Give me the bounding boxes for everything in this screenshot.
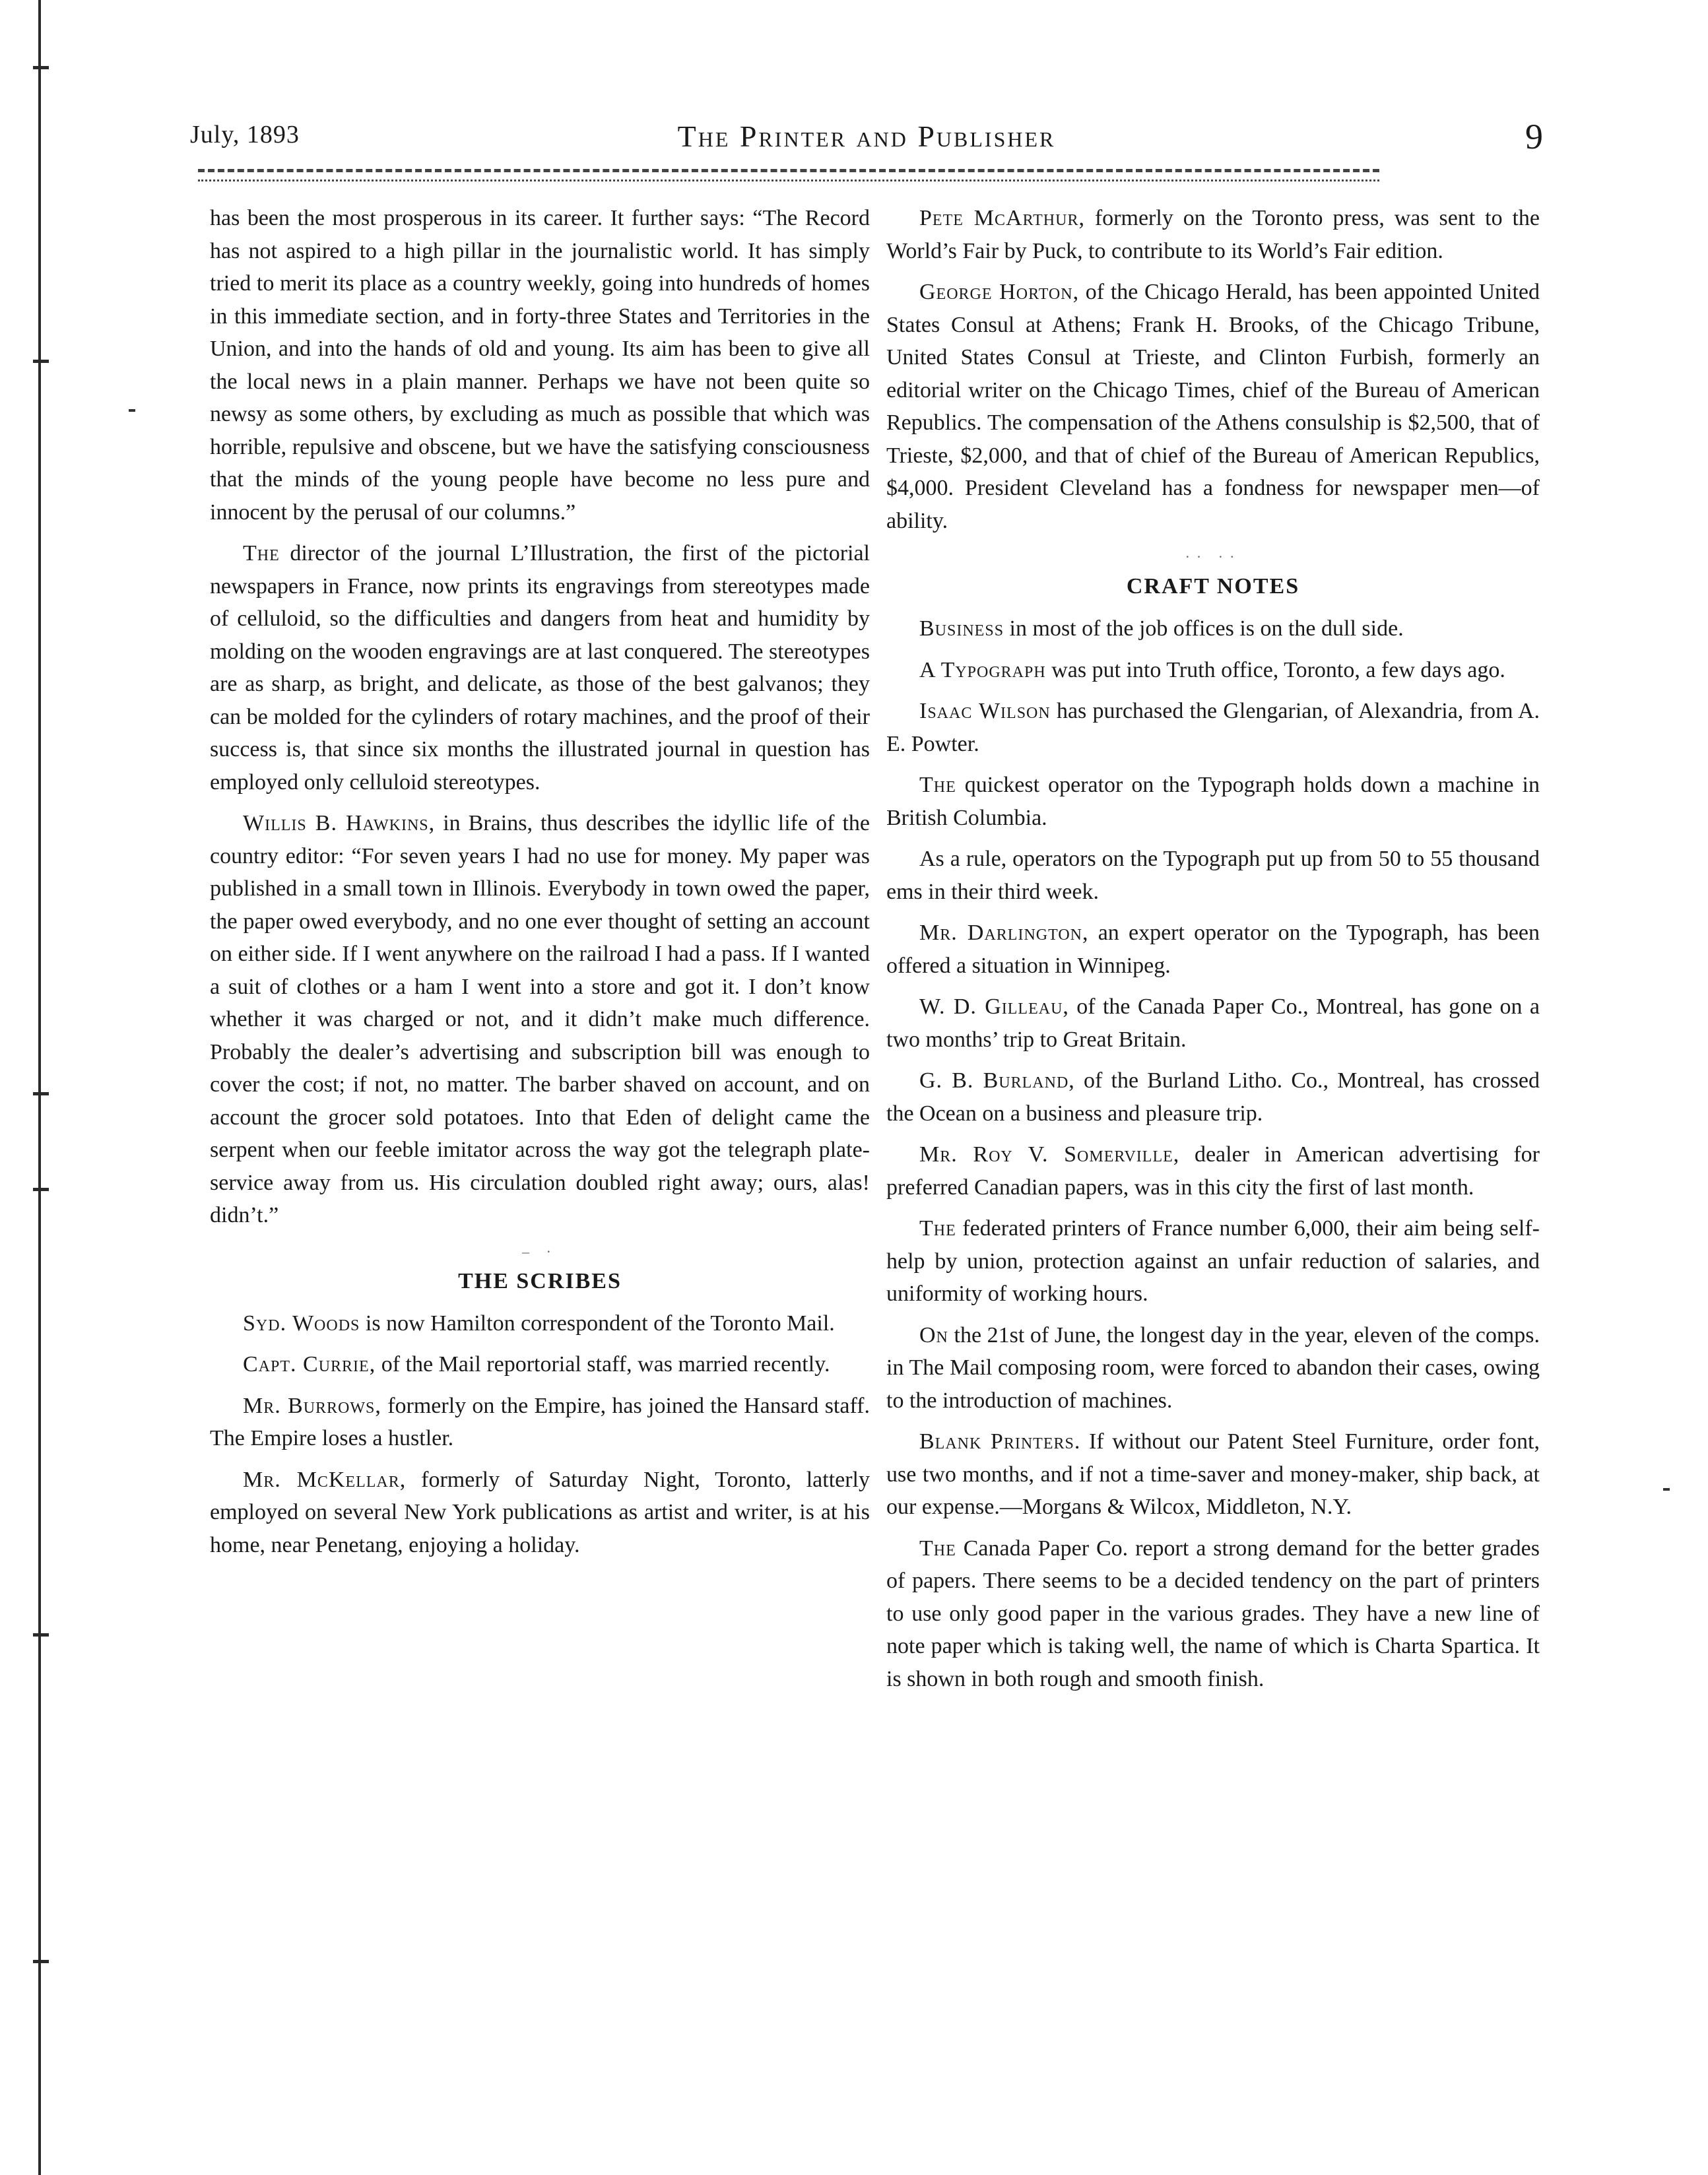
paragraph xyxy=(886,1425,1540,1524)
header-rule xyxy=(198,179,1379,181)
paragraph-lead: The xyxy=(919,1536,956,1561)
paragraph-text: of the Mail reportorial staff, was married recently. xyxy=(381,1352,830,1377)
paragraph-text: director of the journal L’Illustration, the first of the pictorial newspapers in France, now prints its engravings from stereotypes made of celluloid, so the difficulties and dangers from heat and humidity by molding on the wooden engravings are at last conquered. The stereotypes are as sharp, as bright, and delicate, as those of the best galvanos; they can be molded for the cylinders of rotary machines, and the proof of their success is, that since six months the illustrated journal in question has employed only celluloid stereotypes. xyxy=(210,541,870,795)
paragraph-text: is now Hamilton correspondent of the Toronto Mail. xyxy=(365,1311,835,1336)
paragraph-lead: George Horton, xyxy=(919,280,1080,304)
paragraph xyxy=(886,917,1540,982)
paragraph: has been the most prosperous in its career. It further says: “The Record has not aspired to a high pillar in the journalistic world. It has simply tried to merit its place as a country weekly, going into hundreds of homes in this immediate section, and in forty-three States and Territories in the Union, and into the hands of old and young. Its aim has been to give all the local news in a plain manner. Perhaps we have not been quite so newsy as some others, by excluding as much as possible that which was horrible, repulsive and obscene, but we have the satisfying consciousness that the minds of the young people have become no less pure and innocent by the perusal of our columns.” xyxy=(210,206,870,525)
paragraph-text: the 21st of June, the longest day in the year, eleven of the comps. in The Mail composing room, were forced to abandon their cases, owing to the introduction of machines. xyxy=(886,1322,1540,1413)
publication-title: The Printer and Publisher xyxy=(677,119,1056,153)
binding-edge xyxy=(38,0,41,2175)
right-column xyxy=(886,202,1540,1704)
page-header xyxy=(190,119,1543,158)
paragraph xyxy=(886,695,1540,760)
paragraph-lead: The xyxy=(919,1216,956,1241)
paragraph-text: formerly on the Toronto press, was sent to the World’s Fair by Puck, to contribute to its World’s Fair edition. xyxy=(886,206,1540,263)
header-rule xyxy=(198,169,1379,172)
paragraph: As a rule, operators on the Typograph put up from 50 to 55 thousand ems in their third week. xyxy=(886,847,1540,904)
paragraph xyxy=(886,1319,1540,1417)
paragraph-lead: The xyxy=(919,773,956,797)
paragraph-text: quickest operator on the Typograph holds down a machine in British Columbia. xyxy=(886,773,1540,830)
paragraph-text: in most of the job offices is on the dull side. xyxy=(1009,616,1404,641)
section-separator: ·· ·· xyxy=(1185,548,1241,565)
paragraph-text: formerly on the Empire, has joined the Hansard staff. The Empire loses a hustler. xyxy=(210,1393,870,1450)
paragraph-lead: Mr. Burrows, xyxy=(243,1393,381,1418)
paragraph-lead: A Typograph xyxy=(919,657,1046,682)
section-title: THE SCRIBES xyxy=(458,1268,622,1293)
paragraph xyxy=(886,654,1540,687)
paragraph-text: Canada Paper Co. report a strong demand for the better grades of papers. There seems to be a decided tendency on the part of printers to use only good paper in the various grades. They have a new line of note paper which is taking well, the name of which is Charta Spartica. It is shown in both rough and smooth finish. xyxy=(886,1536,1540,1691)
binding-mark xyxy=(33,1092,49,1095)
issue-date: July, 1893 xyxy=(190,121,300,148)
paragraph-text: was put into Truth office, Toronto, a few days ago. xyxy=(1051,657,1505,682)
paragraph-lead: Blank Printers. xyxy=(919,1429,1081,1454)
paragraph xyxy=(886,1532,1540,1696)
paragraph xyxy=(886,1138,1540,1204)
paragraph xyxy=(210,1464,870,1562)
binding-mark xyxy=(33,360,49,363)
paragraph-lead: The xyxy=(243,541,280,566)
binding-mark xyxy=(33,1633,49,1637)
paragraph-lead: G. B. Burland, xyxy=(919,1068,1075,1093)
paragraph-lead: Mr. Roy V. Somerville, xyxy=(919,1142,1180,1167)
paragraph xyxy=(210,1390,870,1455)
paragraph-text: has purchased the Glengarian, of Alexandria, from A. E. Powter. xyxy=(886,699,1540,756)
paragraph-lead: Mr. Darlington, xyxy=(919,921,1089,945)
binding-mark xyxy=(33,1960,49,1963)
paragraph xyxy=(210,1307,870,1340)
paragraph xyxy=(886,202,1540,267)
paragraph-text: dealer in American advertising for preferred Canadian papers, was in this city the first of last month. xyxy=(886,1142,1540,1200)
paragraph xyxy=(886,1064,1540,1130)
section-separator: – · xyxy=(522,1243,558,1260)
paragraph-lead: Willis B. Hawkins, xyxy=(243,811,436,835)
paragraph xyxy=(210,807,870,1232)
paragraph-lead: On xyxy=(919,1322,948,1347)
paragraph-text: federated printers of France number 6,000, their aim being self-help by union, protection against an unfair reduction of salaries, and uniformity of working hours. xyxy=(886,1216,1540,1306)
paragraph-text: formerly of Saturday Night, Toronto, latterly employed on several New York publications as artist and writer, is at his home, near Penetang, enjoying a holiday. xyxy=(210,1467,870,1557)
binding-mark xyxy=(33,66,49,69)
print-speck xyxy=(1663,1488,1670,1491)
paragraph-text: in Brains, thus describes the idyllic life of the country editor: “For seven years I had no use for money. My paper was published in a small town in Illinois. Everybody in town owed the paper, the paper owed everybody, and no one ever thought of setting an account on either side. If I went anywhere on the railroad I had a pass. If I wanted a suit of clothes or a ham I went into a store and got it. I don’t know whether it was charged or not, and it didn’t make much difference. Probably the dealer’s advertising and subscription bill was enough to cover the cost; if not, no matter. The barber shaved on account, and on account the grocer sold potatoes. Into that Eden of delight came the serpent when our feeble imitator across the way got the telegraph plate-service away from us. His circulation doubled right away; ours, alas! didn’t.” xyxy=(210,811,870,1227)
paragraph xyxy=(886,1212,1540,1311)
paragraph-lead: Syd. Woods xyxy=(243,1311,360,1336)
paragraph xyxy=(210,537,870,798)
section-title: CRAFT NOTES xyxy=(1126,574,1300,599)
left-column xyxy=(210,202,870,1570)
paragraph-lead: Isaac Wilson xyxy=(919,699,1051,723)
paragraph-lead: Business xyxy=(919,616,1004,641)
paragraph-text: of the Canada Paper Co., Montreal, has gone on a two months’ trip to Great Britain. xyxy=(886,994,1540,1052)
paragraph-lead: Capt. Currie, xyxy=(243,1352,376,1377)
page-number: 9 xyxy=(1525,117,1543,156)
paragraph xyxy=(886,769,1540,834)
paragraph xyxy=(210,1348,870,1381)
paragraph-text: of the Burland Litho. Co., Montreal, has crossed the Ocean on a business and pleasure trip. xyxy=(886,1068,1540,1126)
paragraph-text: of the Chicago Herald, has been appointed United States Consul at Athens; Frank H. Brooks, of the Chicago Tribune, United States Consul at Trieste, and Clinton Furbish, formerly an editorial writer on the Chicago Times, chief of the Bureau of American Republics. The compensation of the Athens consulship is $2,500, that of Trieste, $2,000, and that of chief of the Bureau of American Republics, $4,000. President Cleveland has a fondness for newspaper men—of ability. xyxy=(886,280,1540,533)
paragraph xyxy=(886,276,1540,537)
paragraph-lead: W. D. Gilleau, xyxy=(919,994,1069,1019)
paragraph-text: If without our Patent Steel Furniture, order font, use two months, and if not a time-saver and money-maker, ship back, at our expense.—Morgans & Wilcox, Middleton, N.Y. xyxy=(886,1429,1540,1519)
paragraph-lead: Mr. McKellar, xyxy=(243,1467,407,1492)
paragraph xyxy=(886,612,1540,645)
paragraph xyxy=(886,990,1540,1056)
binding-mark xyxy=(33,1188,49,1191)
paragraph-text: an expert operator on the Typograph, has been offered a situation in Winnipeg. xyxy=(886,921,1540,978)
print-speck xyxy=(129,409,135,412)
paragraph-lead: Pete McArthur, xyxy=(919,206,1085,230)
